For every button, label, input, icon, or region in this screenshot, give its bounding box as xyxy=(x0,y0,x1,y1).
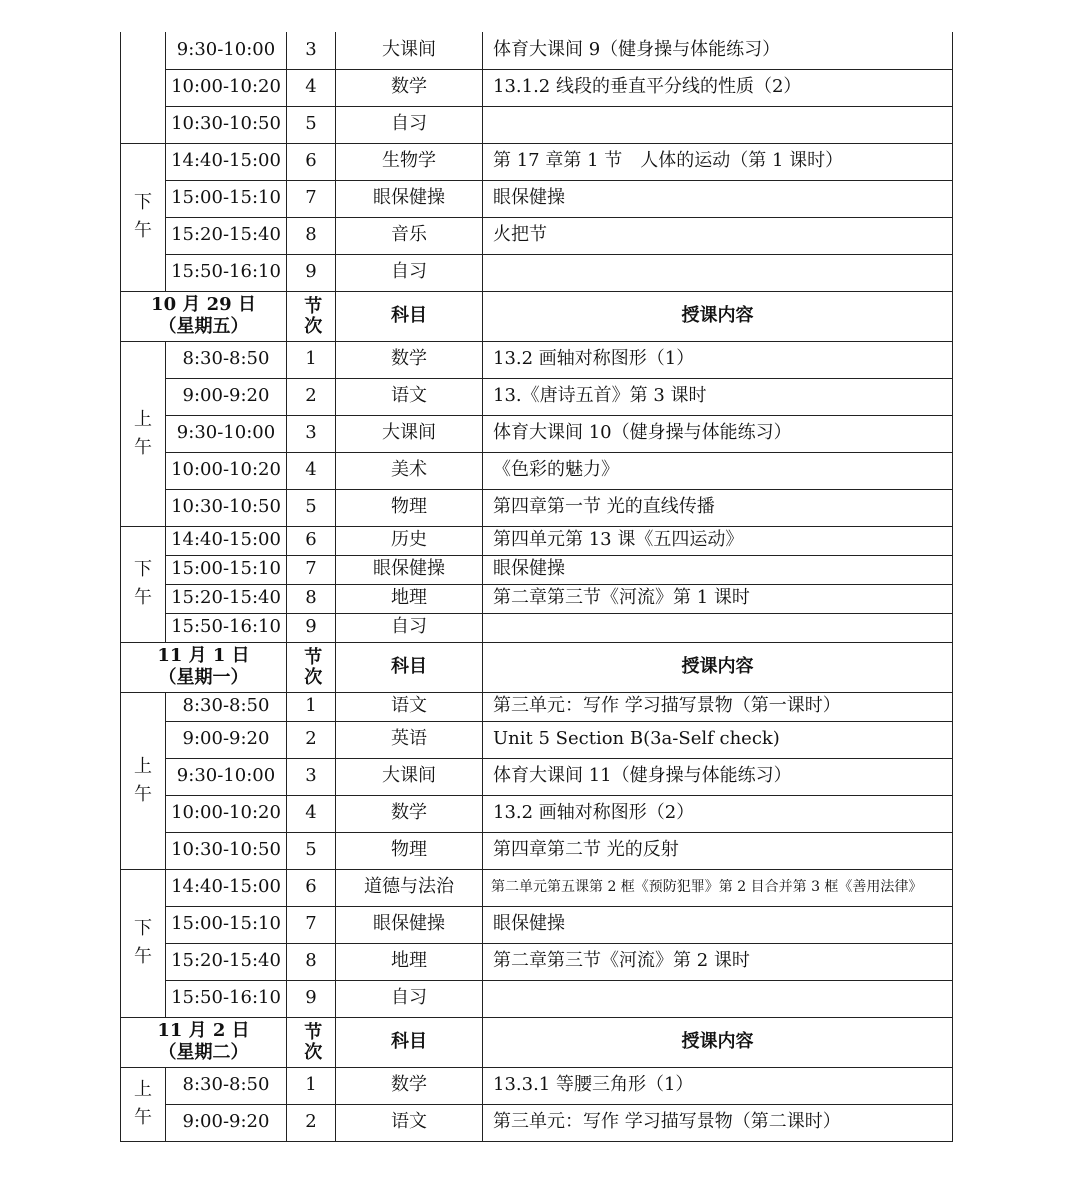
period-number-cell: 2 xyxy=(287,721,336,758)
schedule-row xyxy=(121,217,953,254)
time-cell: 15:20-15:40 xyxy=(166,943,287,980)
content-cell xyxy=(483,254,953,291)
time-cell: 9:00-9:20 xyxy=(166,378,287,415)
schedule-row xyxy=(121,415,953,452)
subject-cell: 物理 xyxy=(336,832,483,869)
date-cell xyxy=(121,1017,287,1067)
schedule-row xyxy=(121,378,953,415)
schedule-row xyxy=(121,254,953,291)
content-cell: 体育大课间 10（健身操与体能练习） xyxy=(483,415,953,452)
time-cell: 9:30-10:00 xyxy=(166,32,287,69)
period-number-cell: 1 xyxy=(287,1067,336,1104)
content-cell xyxy=(483,980,953,1017)
time-cell: 8:30-8:50 xyxy=(166,692,287,721)
subject-cell: 自习 xyxy=(336,254,483,291)
period-label xyxy=(121,32,166,143)
schedule-row xyxy=(121,180,953,217)
period-label-text: 上午 xyxy=(134,408,152,458)
weekday-label: （星期一） xyxy=(158,667,249,688)
content-cell: 第二章第三节《河流》第 1 课时 xyxy=(483,584,953,613)
schedule-row xyxy=(121,526,953,555)
content-cell: 眼保健操 xyxy=(483,180,953,217)
period-label xyxy=(121,341,166,526)
content-cell: 第二章第三节《河流》第 2 课时 xyxy=(483,943,953,980)
subject-cell: 自习 xyxy=(336,106,483,143)
date-label: 11 月 1 日 xyxy=(157,644,250,666)
schedule-row xyxy=(121,489,953,526)
content-cell: Unit 5 Section B(3a-Self check) xyxy=(483,721,953,758)
period-number-cell: 3 xyxy=(287,415,336,452)
period-number-cell: 2 xyxy=(287,1104,336,1141)
time-cell: 10:30-10:50 xyxy=(166,489,287,526)
period-number-cell: 5 xyxy=(287,832,336,869)
period-number-cell: 7 xyxy=(287,180,336,217)
date-cell xyxy=(121,291,287,341)
content-cell: 第二单元第五课第 2 框《预防犯罪》第 2 目合并第 3 框《善用法律》 xyxy=(483,869,953,906)
date-header-row xyxy=(121,1017,953,1067)
period-number-cell: 7 xyxy=(287,906,336,943)
time-cell: 15:20-15:40 xyxy=(166,217,287,254)
subject-header: 科目 xyxy=(336,1017,483,1067)
period-number-header: 节次 xyxy=(287,642,336,692)
time-cell: 15:00-15:10 xyxy=(166,180,287,217)
time-cell: 10:00-10:20 xyxy=(166,69,287,106)
content-cell: 第四单元第 13 课《五四运动》 xyxy=(483,526,953,555)
time-cell: 10:30-10:50 xyxy=(166,832,287,869)
schedule-row xyxy=(121,613,953,642)
period-number-cell: 8 xyxy=(287,584,336,613)
time-cell: 9:00-9:20 xyxy=(166,721,287,758)
period-number-header: 节次 xyxy=(287,1017,336,1067)
content-cell: 体育大课间 9（健身操与体能练习） xyxy=(483,32,953,69)
content-cell: 13.《唐诗五首》第 3 课时 xyxy=(483,378,953,415)
weekday-label: （星期五） xyxy=(158,316,249,337)
period-label-text: 上午 xyxy=(134,755,152,805)
date-cell xyxy=(121,642,287,692)
subject-cell: 数学 xyxy=(336,1067,483,1104)
content-cell: 13.3.1 等腰三角形（1） xyxy=(483,1067,953,1104)
subject-cell: 大课间 xyxy=(336,415,483,452)
content-cell: 火把节 xyxy=(483,217,953,254)
subject-cell: 音乐 xyxy=(336,217,483,254)
period-label xyxy=(121,692,166,869)
period-number-cell: 4 xyxy=(287,452,336,489)
content-cell xyxy=(483,106,953,143)
schedule-row xyxy=(121,452,953,489)
content-cell: 第四章第一节 光的直线传播 xyxy=(483,489,953,526)
time-cell: 15:50-16:10 xyxy=(166,613,287,642)
time-cell: 10:30-10:50 xyxy=(166,106,287,143)
period-number-cell: 3 xyxy=(287,32,336,69)
period-number-cell: 1 xyxy=(287,341,336,378)
period-number-cell: 8 xyxy=(287,217,336,254)
subject-cell: 历史 xyxy=(336,526,483,555)
schedule-row xyxy=(121,69,953,106)
subject-cell: 眼保健操 xyxy=(336,555,483,584)
subject-cell: 大课间 xyxy=(336,32,483,69)
content-cell: 第 17 章第 1 节 人体的运动（第 1 课时） xyxy=(483,143,953,180)
schedule-row xyxy=(121,143,953,180)
subject-header: 科目 xyxy=(336,642,483,692)
schedule-row xyxy=(121,832,953,869)
time-cell: 15:00-15:10 xyxy=(166,906,287,943)
time-cell: 9:30-10:00 xyxy=(166,415,287,452)
period-label xyxy=(121,1067,166,1141)
period-number-cell: 8 xyxy=(287,943,336,980)
subject-cell: 数学 xyxy=(336,341,483,378)
subject-cell: 自习 xyxy=(336,980,483,1017)
time-cell: 9:00-9:20 xyxy=(166,1104,287,1141)
content-cell: 《色彩的魅力》 xyxy=(483,452,953,489)
schedule-row xyxy=(121,341,953,378)
subject-cell: 数学 xyxy=(336,69,483,106)
time-cell: 14:40-15:00 xyxy=(166,526,287,555)
content-cell: 第三单元：写作 学习描写景物（第二课时） xyxy=(483,1104,953,1141)
time-cell: 15:20-15:40 xyxy=(166,584,287,613)
subject-cell: 物理 xyxy=(336,489,483,526)
time-cell: 15:50-16:10 xyxy=(166,980,287,1017)
schedule-row xyxy=(121,980,953,1017)
content-cell: 13.2 画轴对称图形（2） xyxy=(483,795,953,832)
time-cell: 10:00-10:20 xyxy=(166,452,287,489)
schedule-row xyxy=(121,692,953,721)
schedule-row xyxy=(121,32,953,69)
period-number-cell: 6 xyxy=(287,143,336,180)
schedule-row xyxy=(121,584,953,613)
subject-cell: 语文 xyxy=(336,1104,483,1141)
subject-cell: 自习 xyxy=(336,613,483,642)
period-label-text: 下午 xyxy=(134,559,152,608)
subject-cell: 美术 xyxy=(336,452,483,489)
period-label-text: 上午 xyxy=(134,1079,152,1128)
period-number-cell: 3 xyxy=(287,758,336,795)
content-header: 授课内容 xyxy=(483,291,953,341)
period-number-cell: 1 xyxy=(287,692,336,721)
schedule-row xyxy=(121,106,953,143)
date-label: 10 月 29 日 xyxy=(151,293,256,315)
content-cell: 眼保健操 xyxy=(483,906,953,943)
content-header: 授课内容 xyxy=(483,1017,953,1067)
date-header-row xyxy=(121,291,953,341)
date-label: 11 月 2 日 xyxy=(157,1019,250,1041)
content-cell: 13.2 画轴对称图形（1） xyxy=(483,341,953,378)
date-header-row xyxy=(121,642,953,692)
weekday-label: （星期二） xyxy=(158,1042,249,1063)
period-number-cell: 5 xyxy=(287,106,336,143)
subject-cell: 生物学 xyxy=(336,143,483,180)
period-number-cell: 4 xyxy=(287,795,336,832)
time-cell: 9:30-10:00 xyxy=(166,758,287,795)
content-cell: 眼保健操 xyxy=(483,555,953,584)
schedule-row xyxy=(121,555,953,584)
period-number-cell: 9 xyxy=(287,254,336,291)
period-number-cell: 6 xyxy=(287,526,336,555)
content-cell xyxy=(483,613,953,642)
period-number-cell: 2 xyxy=(287,378,336,415)
schedule-row xyxy=(121,906,953,943)
schedule-row xyxy=(121,721,953,758)
subject-cell: 地理 xyxy=(336,943,483,980)
period-number-cell: 9 xyxy=(287,613,336,642)
subject-cell: 数学 xyxy=(336,795,483,832)
time-cell: 14:40-15:00 xyxy=(166,143,287,180)
schedule-body xyxy=(121,32,953,1141)
period-number-cell: 9 xyxy=(287,980,336,1017)
period-label xyxy=(121,526,166,642)
time-cell: 8:30-8:50 xyxy=(166,1067,287,1104)
subject-cell: 语文 xyxy=(336,378,483,415)
time-cell: 8:30-8:50 xyxy=(166,341,287,378)
period-number-cell: 7 xyxy=(287,555,336,584)
subject-cell: 地理 xyxy=(336,584,483,613)
content-cell: 第三单元：写作 学习描写景物（第一课时） xyxy=(483,692,953,721)
subject-cell: 语文 xyxy=(336,692,483,721)
period-label xyxy=(121,143,166,291)
subject-header: 科目 xyxy=(336,291,483,341)
schedule-row xyxy=(121,758,953,795)
period-number-cell: 5 xyxy=(287,489,336,526)
subject-cell: 英语 xyxy=(336,721,483,758)
time-cell: 14:40-15:00 xyxy=(166,869,287,906)
period-number-cell: 4 xyxy=(287,69,336,106)
period-label-text: 下午 xyxy=(134,192,152,241)
subject-cell: 眼保健操 xyxy=(336,180,483,217)
schedule-row xyxy=(121,869,953,906)
period-number-cell: 6 xyxy=(287,869,336,906)
period-number-header: 节次 xyxy=(287,291,336,341)
content-cell: 第四章第二节 光的反射 xyxy=(483,832,953,869)
subject-cell: 大课间 xyxy=(336,758,483,795)
time-cell: 15:50-16:10 xyxy=(166,254,287,291)
content-header: 授课内容 xyxy=(483,642,953,692)
time-cell: 15:00-15:10 xyxy=(166,555,287,584)
schedule-row xyxy=(121,795,953,832)
schedule-table xyxy=(120,32,953,1142)
period-label-text: 下午 xyxy=(134,918,152,967)
content-cell: 13.1.2 线段的垂直平分线的性质（2） xyxy=(483,69,953,106)
time-cell: 10:00-10:20 xyxy=(166,795,287,832)
content-cell: 体育大课间 11（健身操与体能练习） xyxy=(483,758,953,795)
subject-cell: 道德与法治 xyxy=(336,869,483,906)
schedule-row xyxy=(121,943,953,980)
schedule-row xyxy=(121,1104,953,1141)
schedule-row xyxy=(121,1067,953,1104)
period-label xyxy=(121,869,166,1017)
subject-cell: 眼保健操 xyxy=(336,906,483,943)
